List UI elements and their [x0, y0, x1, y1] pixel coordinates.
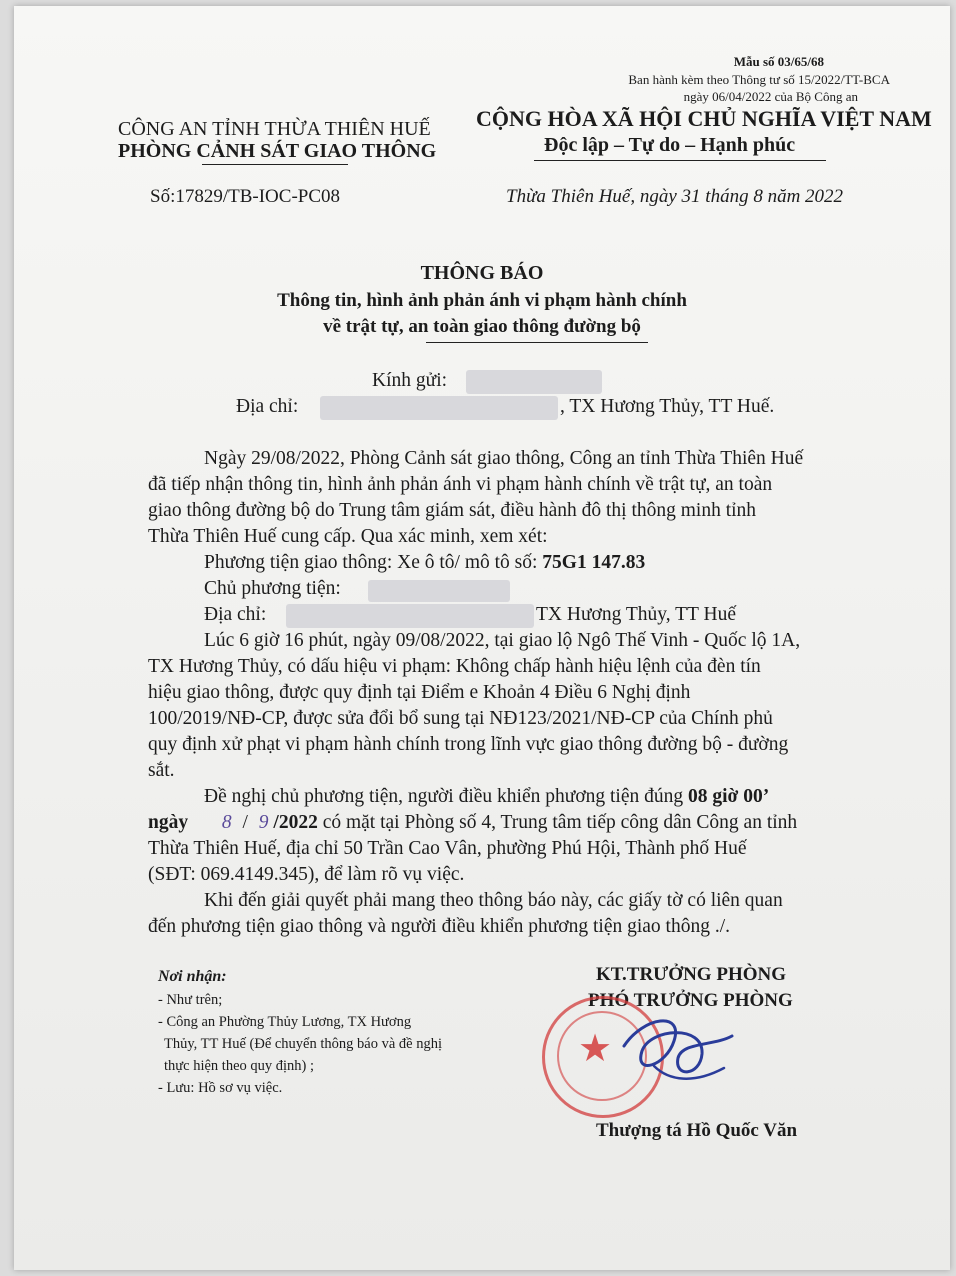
paragraph-2-line-3: hiệu giao thông, được quy định tại Điểm e Khoản 4 Điều 6 Nghị định — [148, 682, 691, 703]
vehicle-plate: 75G1 147.83 — [542, 552, 646, 573]
org-department: PHÒNG CẢNH SÁT GIAO THÔNG — [118, 140, 437, 162]
paragraph-2-line-2: TX Hương Thủy, có dấu hiệu vi phạm: Không chấp hành hiệu lệnh của đèn tín — [148, 656, 761, 677]
redacted-owner-address — [286, 604, 534, 628]
address-suffix: , TX Hương Thủy, TT Huế. — [560, 396, 775, 417]
vehicle-line — [204, 552, 645, 574]
star-icon: ★ — [577, 1028, 613, 1070]
org-parent: CÔNG AN TỈNH THỪA THIÊN HUẾ — [118, 118, 431, 140]
appointment-year: /2022 — [273, 812, 318, 833]
redacted-recipient — [466, 370, 602, 394]
recipients-item-2-line-1: - Công an Phường Thủy Lương, TX Hương — [158, 1014, 412, 1030]
document-number: Số:17829/TB-IOC-PC08 — [150, 186, 341, 207]
republic-name: CỘNG HÒA XÃ HỘI CHỦ NGHĨA VIỆT NAM — [476, 106, 932, 131]
recipients-item-3: - Lưu: Hồ sơ vụ việc. — [158, 1080, 283, 1096]
recipients-item-2-line-3: thực hiện theo quy định) ; — [164, 1058, 315, 1074]
handwritten-month: 9 — [258, 812, 269, 833]
owner-address-suffix: TX Hương Thủy, TT Huế — [536, 604, 736, 625]
address-label: Địa chỉ: — [236, 396, 299, 417]
document-subtitle-2: về trật tự, an toàn giao thông đường bộ — [323, 316, 641, 337]
paragraph-1-line-3: giao thông đường bộ do Trung tâm giám sát, điều hành đô thị thông minh tỉnh — [148, 500, 757, 521]
handwritten-signature — [614, 1006, 754, 1096]
paragraph-2-line-6: sắt. — [148, 760, 175, 781]
paragraph-3-line-4: (SĐT: 069.4149.345), để làm rõ vụ việc. — [148, 864, 465, 885]
vehicle-label: Phương tiện giao thông: Xe ô tô/ mô tô số: — [204, 552, 543, 573]
signer-title-2: PHÓ TRƯỞNG PHÒNG — [588, 990, 793, 1011]
recipients-item-1: - Như trên; — [158, 992, 223, 1008]
form-number: Mẫu số 03/65/68 — [733, 54, 824, 69]
paragraph-3-line-1 — [204, 786, 769, 808]
signer-title-1: KT.TRƯỞNG PHÒNG — [596, 964, 786, 985]
request-text: Đề nghị chủ phương tiện, người điều khiển phương tiện đúng — [204, 786, 688, 807]
document-subtitle-1: Thông tin, hình ảnh phản ánh vi phạm hành chính — [277, 290, 687, 311]
motto-underline — [534, 160, 826, 161]
paragraph-3-line-3: Thừa Thiên Huế, địa chỉ 50 Trần Cao Vân, phường Phú Hội, Thành phố Huế — [148, 838, 747, 859]
recipients-label: Nơi nhận: — [158, 968, 227, 985]
org-underline — [202, 164, 348, 165]
appointment-place: có mặt tại Phòng số 4, Trung tâm tiếp công dân Công an tỉnh — [317, 812, 798, 833]
appointment-time: 08 giờ 00’ — [688, 786, 770, 807]
paragraph-1-line-2: đã tiếp nhận thông tin, hình ảnh phản ánh vi phạm hành chính về trật tự, an toàn — [148, 474, 773, 495]
redacted-address — [320, 396, 558, 420]
day-label: ngày — [148, 812, 189, 833]
paragraph-1-line-1: Ngày 29/08/2022, Phòng Cảnh sát giao thông, Công an tỉnh Thừa Thiên Huế — [204, 448, 804, 469]
form-issued-with: Ban hành kèm theo Thông tư số 15/2022/TT-BCA — [628, 72, 890, 87]
national-motto: Độc lập – Tự do – Hạnh phúc — [544, 134, 796, 156]
handwritten-day: 8 — [221, 812, 232, 833]
form-issued-date: ngày 06/04/2022 của Bộ Công an — [683, 89, 858, 104]
paragraph-2-line-1: Lúc 6 giờ 16 phút, ngày 09/08/2022, tại giao lộ Ngô Thế Vinh - Quốc lộ 1A, — [204, 630, 801, 651]
paragraph-4-line-2: đến phương tiện giao thông và người điều khiển phương tiện giao thông ./. — [148, 916, 731, 937]
recipients-item-2-line-2: Thủy, TT Huế (Để chuyển thông báo và đề nghị — [164, 1036, 442, 1052]
place-and-date: Thừa Thiên Huế, ngày 31 tháng 8 năm 2022 — [506, 186, 844, 207]
owner-address-label: Địa chỉ: — [204, 604, 267, 625]
paragraph-4-line-1: Khi đến giải quyết phải mang theo thông báo này, các giấy tờ có liên quan — [204, 890, 783, 911]
recipient-label: Kính gửi: — [372, 370, 448, 391]
subtitle-underline — [426, 342, 648, 343]
paragraph-3-line-2: ngày 8 / 9 /2022 có mặt tại Phòng số 4, Trung tâm tiếp công dân Công an tỉnh — [148, 812, 798, 833]
document-page — [14, 6, 950, 1270]
owner-label: Chủ phương tiện: — [204, 578, 341, 599]
redacted-owner — [368, 580, 510, 602]
paragraph-2-line-4: 100/2019/NĐ-CP, được sửa đổi bổ sung tại NĐ123/2021/NĐ-CP của Chính phủ — [148, 708, 773, 729]
paragraph-2-line-5: quy định xử phạt vi phạm hành chính trong lĩnh vực giao thông đường bộ - đường — [148, 734, 789, 755]
paragraph-1-line-4: Thừa Thiên Huế cung cấp. Qua xác minh, xem xét: — [148, 526, 548, 547]
signer-name: Thượng tá Hồ Quốc Văn — [596, 1120, 798, 1141]
document-title: THÔNG BÁO — [420, 262, 544, 284]
